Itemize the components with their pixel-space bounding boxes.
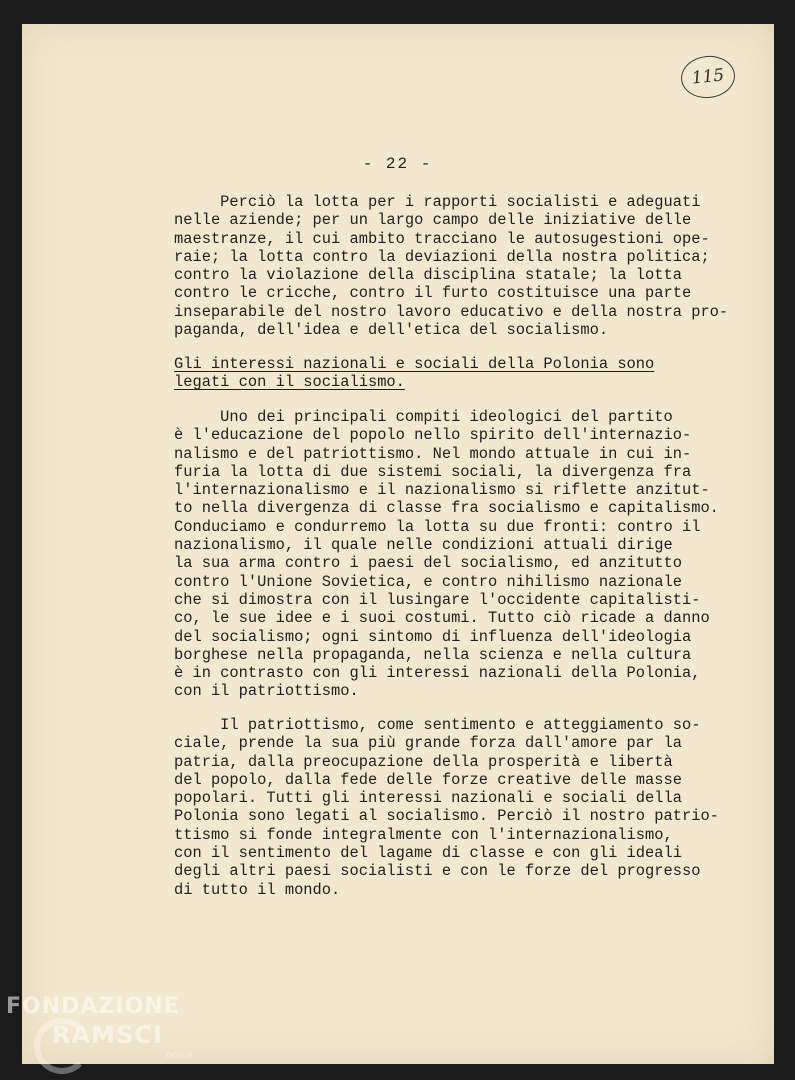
watermark-g-logo-icon bbox=[34, 1018, 90, 1074]
page-header: - 22 - bbox=[362, 155, 433, 173]
paragraph-3: Il patriottismo, come sentimento e atteggiamento so- ciale, prende la sua più grande forza dall'amore par la patria, dalla preocupazione della prosperità e libertà del popolo, dalla fede delle forze creative delle masse popolari. Tutti gli interessi nazionali e sociali della Polonia sono legati al socialismo. Perciò il nostro patrio- ttismo si fonde integralmente con l'internazionalismo, con il sentimento del lagame di classe e con gli ideali degli altri paesi socialisti e con le forze del progresso di tutto il mondo. bbox=[174, 716, 719, 899]
watermark-onlus: onlus bbox=[166, 1050, 193, 1061]
fondazione-gramsci-watermark bbox=[6, 994, 193, 1061]
section-heading: Gli interessi nazionali e sociali della Polonia sono legati con il socialismo. bbox=[174, 355, 655, 392]
archive-page-number: 115 bbox=[679, 53, 737, 100]
paragraph-1: Perciò la lotta per i rapporti socialisti e adeguati nelle aziende; per un largo campo delle iniziative delle maestranze, il cui ambito tracciano le autosugestioni ope- raie; la lotta contro la deviazioni della nostra politica; contro la violazione della disciplina statale; la lotta contro le cricche, contro il furto costituisce una parte inseparabile del nostro lavoro educativo e della nostra pro- paganda, dell'idea e dell'etica del socialismo. bbox=[174, 193, 729, 340]
paragraph-2: Uno dei principali compiti ideologici del partito è l'educazione del popolo nello spirito dell'internazio- nalismo e del patriottismo. Nel mondo attuale in cui in- furia la lotta di due sistemi sociali, la divergenza fra l'internazionalismo e il nazionalismo si riflette anzitut- to nella divergenza di classe fra socialismo e capitalismo. Conduciamo e condurremo la lotta su due fronti: contro il nazionalismo, il quale nelle condizioni attuali dirige la sua arma contro i paesi del socialismo, ed anzitutto contro l'Unione Sovietica, e contro nihilismo nazionale che si dimostra con il lusingare l'occidente capitalisti- co, le sue idee e i suoi costumi. Tutto ciò ricade a danno del socialismo; ogni sintomo di influenza dell'ideologia borghese nella propaganda, nella scienza e nella cultura è in contrasto con gli interessi nazionali della Polonia, con il patriottismo. bbox=[174, 408, 719, 701]
watermark-line1: FONDAZIONE bbox=[6, 994, 180, 1019]
watermark-line2: RAMSCI bbox=[52, 1021, 163, 1049]
